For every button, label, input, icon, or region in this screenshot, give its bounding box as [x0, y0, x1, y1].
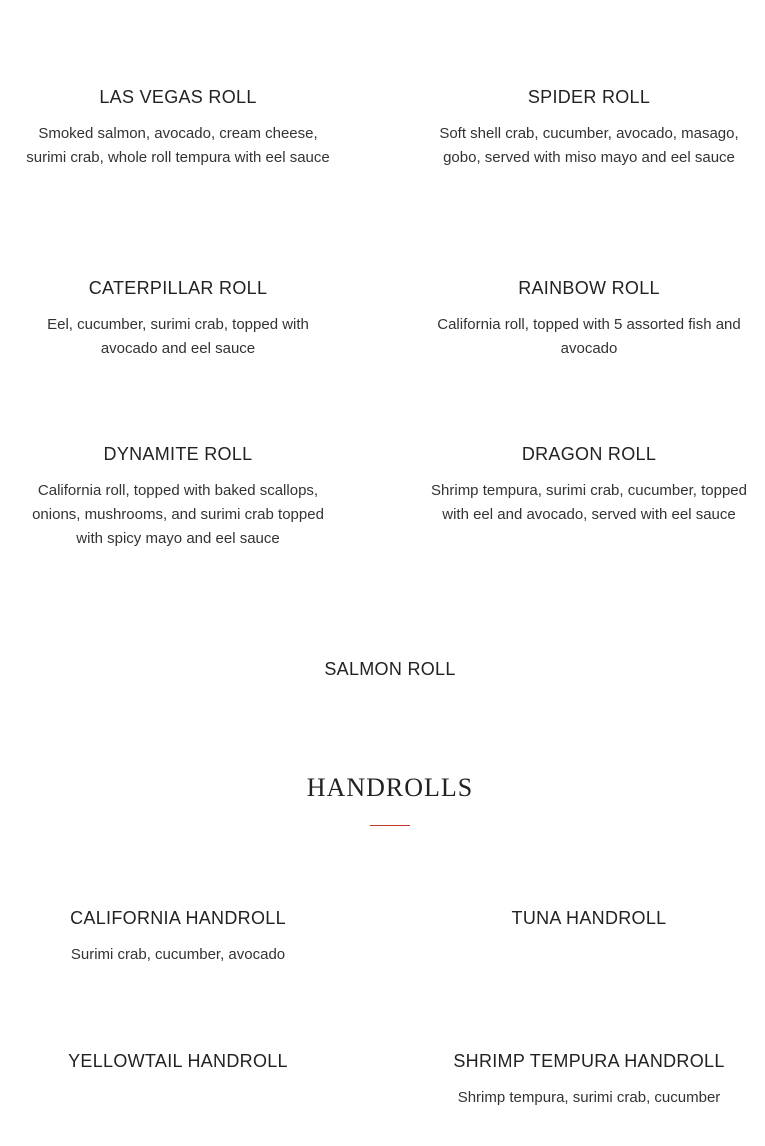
menu-item-dragon-roll: [431, 443, 747, 527]
menu-item-california-handroll: [20, 907, 336, 967]
item-description: Shrimp tempura, surimi crab, cucumber: [457, 1089, 721, 1106]
item-title: SALMON ROLL: [324, 659, 456, 679]
menu-item-las-vegas-roll: [20, 86, 336, 170]
item-title: CALIFORNIA HANDROLL: [70, 908, 286, 928]
menu-item-spider-roll: [431, 86, 747, 170]
item-description: Shrimp tempura, surimi crab, cucumber, topped with eel and avocado, served with eel sauce: [431, 482, 747, 523]
menu-item-yellowtail-handroll: [20, 1050, 336, 1086]
item-title: YELLOWTAIL HANDROLL: [68, 1051, 288, 1071]
item-title: TUNA HANDROLL: [511, 908, 667, 928]
item-description: Eel, cucumber, surimi crab, topped with avocado and eel sauce: [47, 316, 309, 357]
section-divider: [370, 825, 410, 826]
item-title: CATERPILLAR ROLL: [88, 278, 268, 298]
item-title: LAS VEGAS ROLL: [99, 87, 257, 107]
item-title: SPIDER ROLL: [527, 87, 651, 107]
item-title: RAINBOW ROLL: [518, 278, 660, 298]
item-title: SHRIMP TEMPURA HANDROLL: [453, 1051, 725, 1071]
menu-item-rainbow-roll: [431, 277, 747, 361]
item-title: DRAGON ROLL: [521, 444, 657, 464]
item-description: Smoked salmon, avocado, cream cheese, surimi crab, whole roll tempura with eel sauce: [26, 125, 330, 166]
item-description: Soft shell crab, cucumber, avocado, masago, gobo, served with miso mayo and eel sauce: [439, 125, 739, 166]
menu-item-caterpillar-roll: [20, 277, 336, 361]
item-description: California roll, topped with 5 assorted fish and avocado: [437, 316, 741, 357]
section-title: HANDROLLS: [306, 773, 474, 802]
menu-item-dynamite-roll: [20, 443, 336, 551]
item-description: Surimi crab, cucumber, avocado: [70, 946, 286, 963]
menu-item-tuna-handroll: [431, 907, 747, 943]
item-description: California roll, topped with baked scallops, onions, mushrooms, and surimi crab topped with spicy mayo and eel sauce: [32, 482, 324, 547]
handrolls-section-header: [0, 773, 765, 826]
menu-item-shrimp-tempura-handroll: [431, 1050, 747, 1110]
menu-item-salmon-roll: [190, 658, 590, 694]
item-title: DYNAMITE ROLL: [103, 444, 253, 464]
